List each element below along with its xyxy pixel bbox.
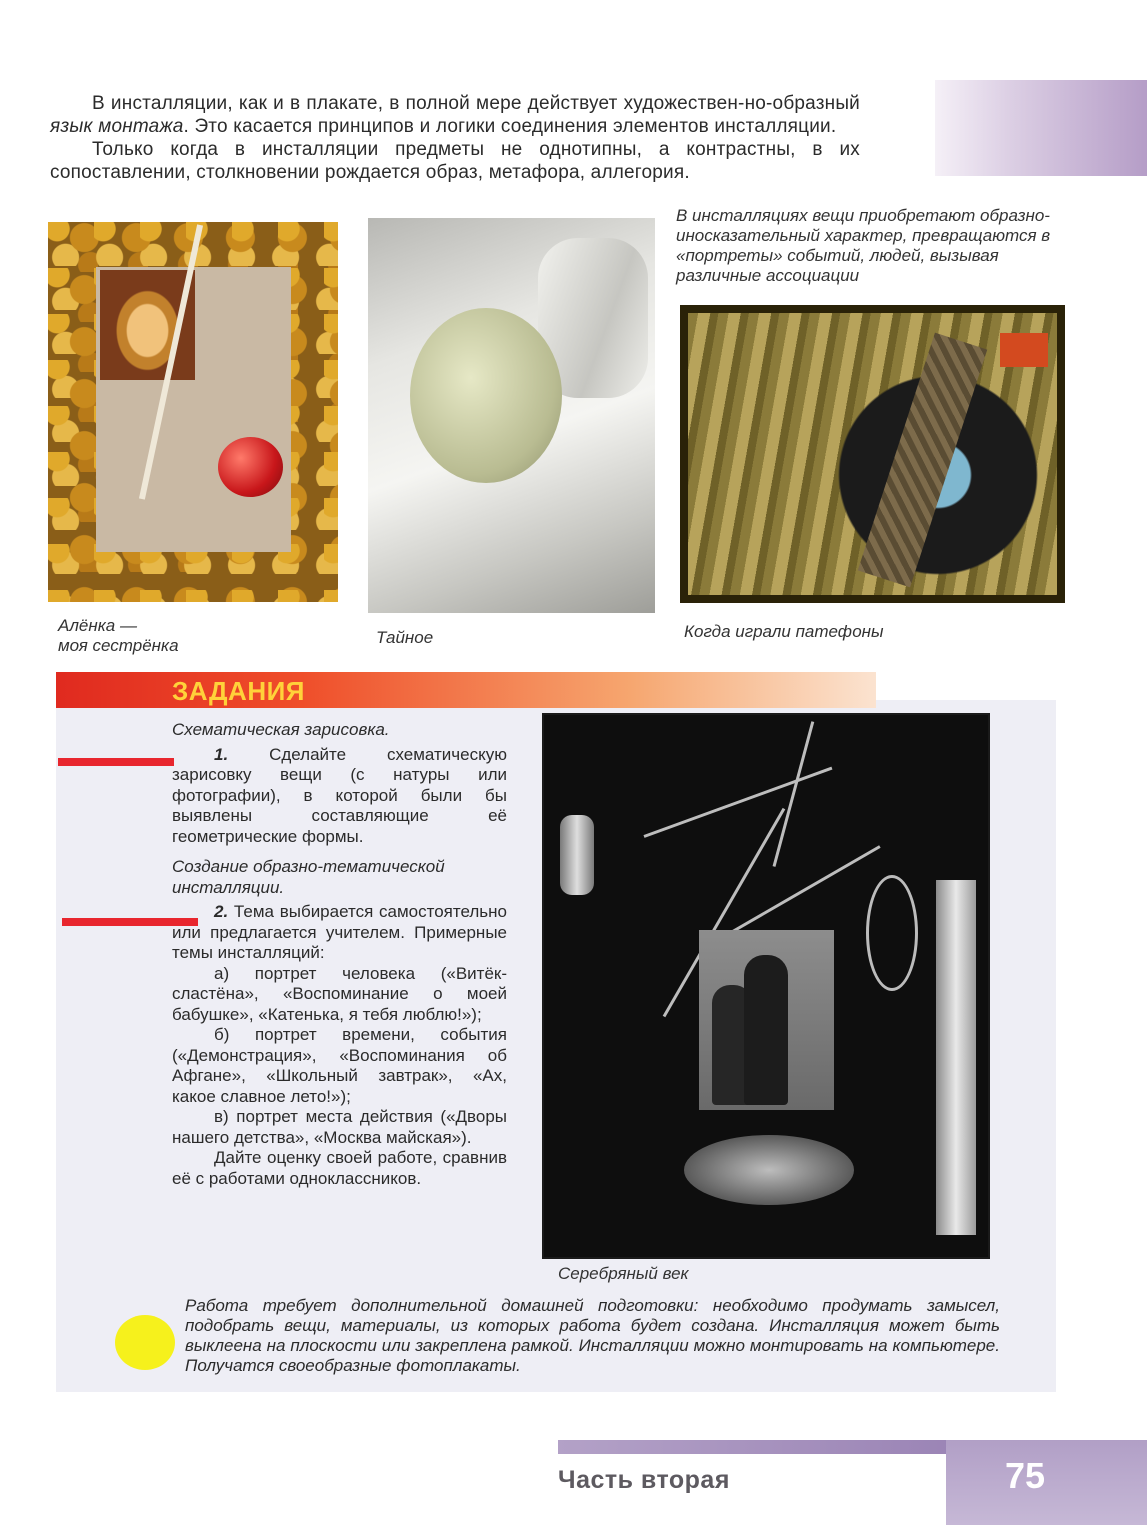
intro-paragraph-2: Только когда в инсталляции предметы не однотипны, а контрастны, в их сопоставлении, столкновении рождается образ, метафора, аллегория. [50,139,860,183]
top-side-tab [935,80,1147,176]
task-2-subtitle: Создание образно-тематической инсталляции. [172,857,445,897]
task-2-a: а) портрет человека («Витёк-сластёна», «Воспоминание о моей бабушке», «Катенька, я тебя люблю!»); [172,963,507,1024]
photo-silver-age [542,713,990,1259]
photo-alenka [48,222,338,602]
page-number-box [946,1440,1147,1525]
task-2-b: б) портрет времени, события («Демонстрация», «Воспоминания об Афгане», «Школьный завтрак», «Ах, какое славное лето!»); [172,1025,507,1106]
task-2-end: Дайте оценку своей работе, сравнив её с работами одноклассников. [172,1148,507,1188]
photo-secret [368,218,655,613]
task-2-c: в) портрет места действия («Дворы нашего детства», «Москва майская»). [172,1107,507,1147]
task-2: 2. Тема выбирается самостоятельно или предлагается учителем. Примерные темы инсталляций: [172,902,507,962]
task-1-marker [58,758,174,766]
page-number: 75 [1005,1455,1046,1496]
homework-note: Работа требует дополнительной домашней подготовки: необходимо продумать замысел, подобрать вещи, материалы, из которых работа будет создана. Инсталляция может быть выклеена на плоскости или закреплена рамкой. Инсталляции можно монтировать на компьютере. Получатся своеобразные фотоплакаты. [185,1296,1000,1375]
tasks-header: ЗАДАНИЯ [172,676,305,706]
section-title: Часть вторая [558,1466,730,1494]
intro-paragraph-1: В инсталляции, как и в плакате, в полной мере действует художествен-но-образный язык монтажа. Это касается принципов и логики соединения элементов инсталляции. [50,93,860,137]
photo-gramophones [680,305,1065,603]
caption-photo-2: Тайное [376,628,434,647]
tasks-text [172,720,507,1189]
caption-photo-4: Серебряный век [558,1264,689,1283]
homework-marker-dot [115,1315,175,1370]
task-1-subtitle: Схематическая зарисовка. [172,720,390,739]
caption-photo-3: Когда играли патефоны [684,622,884,641]
intro-text [50,92,860,184]
task-1: 1. Сделайте схематическую зарисовку вещи (с натуры или фотографии), в которой были бы выявлены составляющие её геометрические формы. [172,744,507,846]
side-note: В инсталляциях вещи приобретают образно-иносказательный характер, превращаются в «портреты» событий, людей, вызывая различные ассоциации [676,206,1051,285]
caption-photo-1: Алёнка — моя сестрёнка [58,616,179,655]
